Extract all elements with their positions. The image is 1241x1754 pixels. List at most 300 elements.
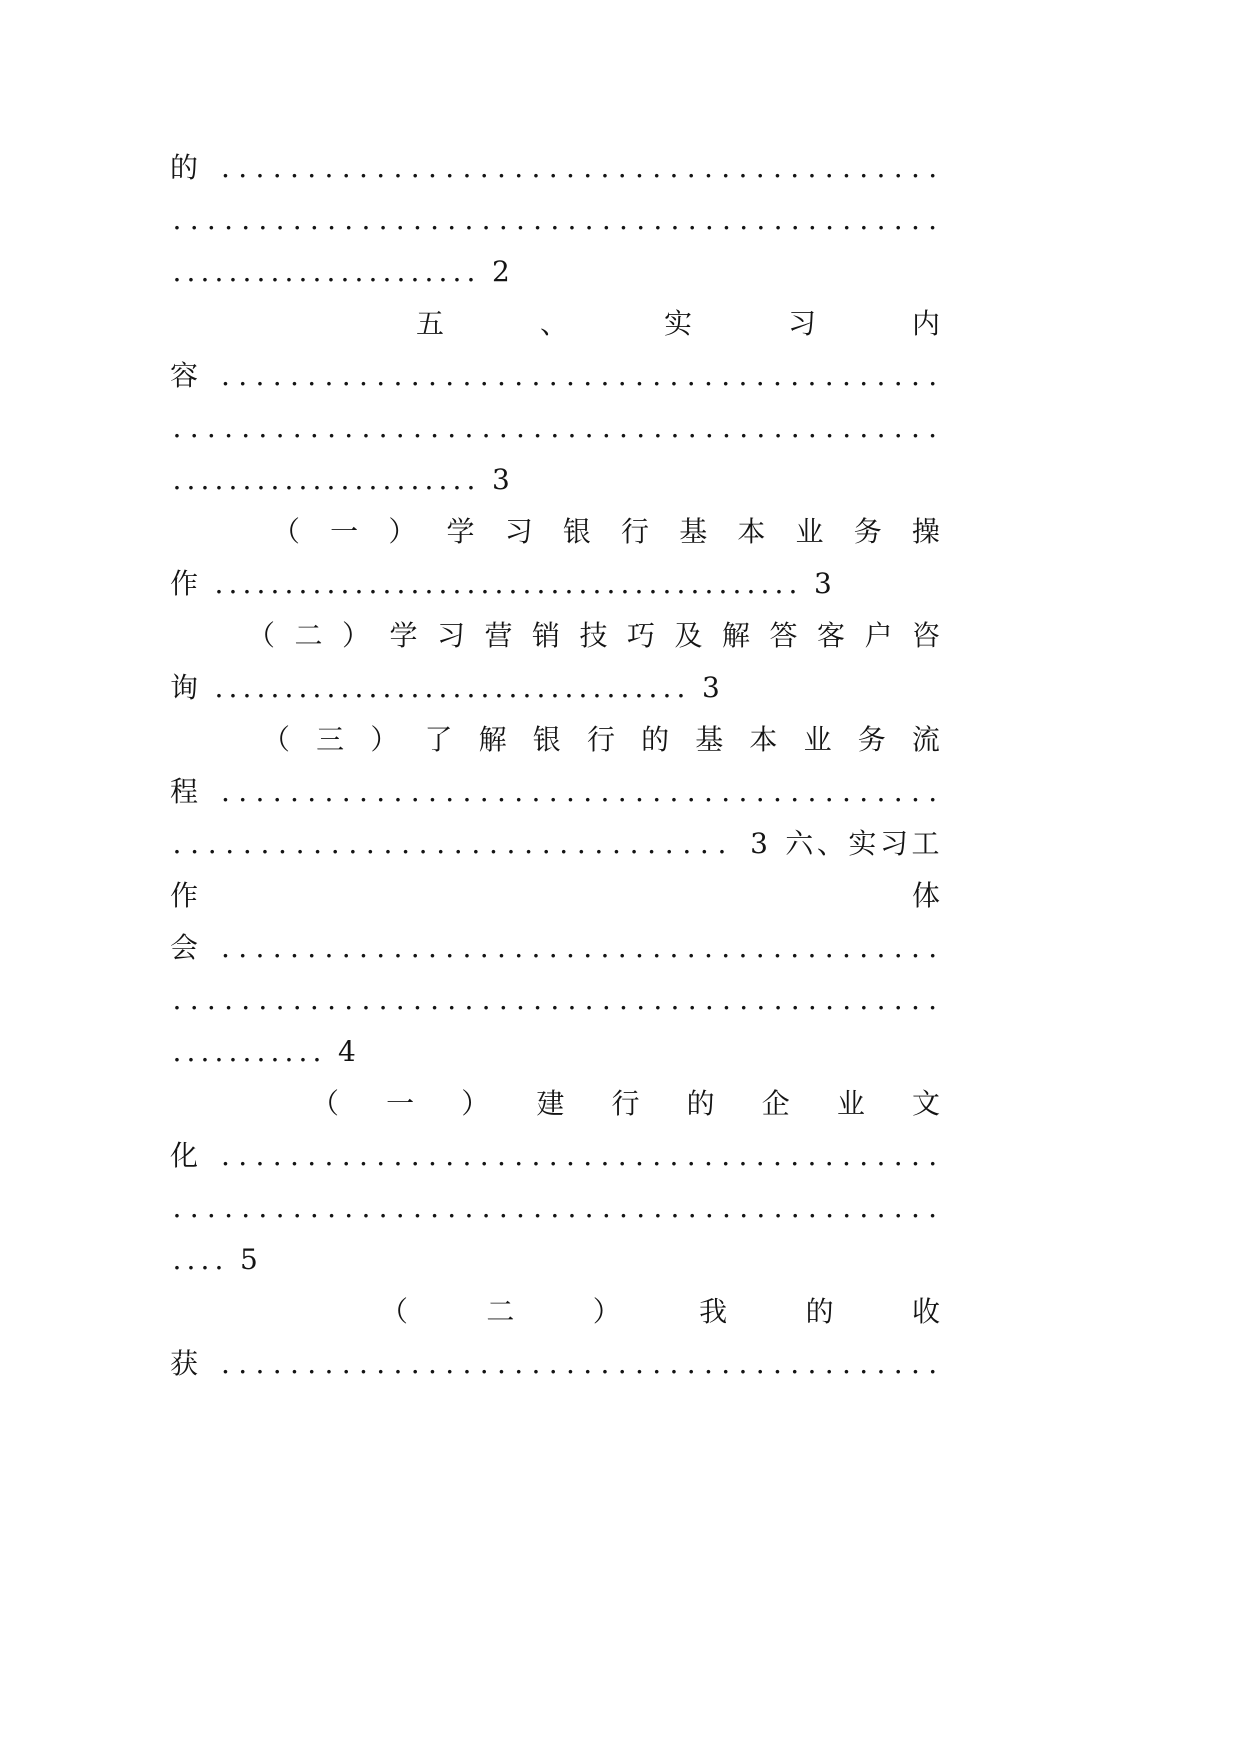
toc-glyph: . bbox=[612, 827, 621, 860]
toc-glyph: 习 bbox=[504, 515, 533, 548]
toc-glyph: . bbox=[531, 775, 541, 808]
toc-glyph: . bbox=[686, 1139, 696, 1172]
toc-glyph: . bbox=[290, 359, 299, 392]
toc-glyph: . bbox=[893, 411, 903, 444]
toc-glyph: . bbox=[396, 671, 406, 704]
toc-glyph: . bbox=[824, 151, 834, 184]
toc-glyph: . bbox=[755, 931, 765, 964]
toc-glyph: （ bbox=[380, 1295, 409, 1328]
toc-glyph: . bbox=[755, 1139, 765, 1172]
toc-glyph: . bbox=[842, 151, 851, 184]
toc-glyph: . bbox=[773, 1347, 782, 1380]
toc-glyph: . bbox=[790, 151, 800, 184]
toc-glyph: . bbox=[326, 671, 336, 704]
toc-glyph: . bbox=[652, 359, 662, 392]
toc-glyph: . bbox=[221, 931, 230, 964]
toc-glyph: . bbox=[270, 463, 280, 496]
toc-glyph: . bbox=[583, 931, 593, 964]
toc-glyph: . bbox=[876, 1139, 886, 1172]
toc-glyph: . bbox=[550, 567, 560, 600]
toc-glyph: . bbox=[238, 1347, 248, 1380]
toc-glyph: . bbox=[272, 1139, 282, 1172]
toc-glyph: ） bbox=[461, 1087, 490, 1120]
toc-glyph: . bbox=[662, 671, 672, 704]
toc-glyph: 银 bbox=[562, 515, 591, 548]
toc-glyph: . bbox=[224, 411, 233, 444]
toc-glyph: 解 bbox=[722, 619, 751, 652]
toc-glyph: . bbox=[514, 359, 524, 392]
toc-glyph: . bbox=[307, 1139, 317, 1172]
toc-glyph: . bbox=[704, 151, 713, 184]
toc-glyph: . bbox=[326, 255, 336, 288]
toc-glyph: . bbox=[825, 983, 834, 1016]
toc-glyph: . bbox=[514, 775, 524, 808]
toc-glyph: . bbox=[272, 359, 282, 392]
toc-glyph: . bbox=[910, 1191, 920, 1224]
toc-line-06 bbox=[170, 402, 940, 454]
toc-line-07 bbox=[170, 454, 940, 506]
toc-glyph: . bbox=[533, 983, 543, 1016]
toc-glyph: . bbox=[481, 411, 491, 444]
toc-glyph: . bbox=[600, 151, 610, 184]
toc-glyph: . bbox=[600, 931, 610, 964]
toc-glyph: . bbox=[480, 671, 490, 704]
toc-glyph: . bbox=[228, 671, 238, 704]
toc-glyph: . bbox=[376, 1139, 386, 1172]
toc-glyph: . bbox=[506, 827, 516, 860]
toc-line-12 bbox=[170, 714, 940, 766]
toc-glyph: . bbox=[876, 203, 886, 236]
toc-glyph: . bbox=[790, 1139, 800, 1172]
toc-glyph: . bbox=[676, 671, 686, 704]
toc-glyph: . bbox=[876, 1347, 886, 1380]
toc-glyph: . bbox=[186, 255, 196, 288]
toc-glyph: 化 bbox=[170, 1139, 199, 1172]
toc-glyph: . bbox=[410, 151, 420, 184]
toc-glyph: . bbox=[635, 1139, 644, 1172]
toc-glyph: . bbox=[341, 931, 351, 964]
toc-glyph: . bbox=[773, 931, 782, 964]
toc-glyph: . bbox=[309, 411, 319, 444]
toc-glyph: . bbox=[531, 151, 541, 184]
toc-glyph: . bbox=[704, 1191, 714, 1224]
toc-glyph: 、 bbox=[540, 307, 569, 340]
toc-glyph: . bbox=[498, 1191, 508, 1224]
toc-glyph: . bbox=[893, 359, 903, 392]
toc-glyph: . bbox=[464, 1191, 474, 1224]
toc-glyph: . bbox=[584, 411, 594, 444]
toc-glyph: . bbox=[548, 1347, 558, 1380]
toc-glyph: . bbox=[393, 775, 403, 808]
toc-glyph bbox=[324, 1026, 338, 1078]
toc-glyph: . bbox=[774, 567, 784, 600]
toc-glyph: . bbox=[514, 1347, 524, 1380]
toc-glyph: . bbox=[669, 1347, 679, 1380]
toc-glyph: . bbox=[790, 411, 800, 444]
toc-glyph: . bbox=[172, 983, 182, 1016]
toc-glyph: . bbox=[548, 1139, 558, 1172]
toc-glyph: . bbox=[893, 775, 903, 808]
toc-glyph: . bbox=[395, 1191, 405, 1224]
toc-glyph: 实 bbox=[664, 307, 693, 340]
toc-glyph: . bbox=[324, 775, 334, 808]
toc-glyph: . bbox=[686, 359, 696, 392]
toc-glyph: . bbox=[324, 359, 334, 392]
toc-glyph: . bbox=[341, 359, 351, 392]
toc-glyph: . bbox=[670, 1191, 680, 1224]
toc-line-20 bbox=[170, 1130, 940, 1182]
toc-glyph: . bbox=[738, 775, 748, 808]
toc-glyph: . bbox=[704, 203, 714, 236]
toc-glyph: . bbox=[326, 567, 336, 600]
toc-glyph: . bbox=[718, 567, 728, 600]
toc-glyph: . bbox=[359, 1347, 368, 1380]
toc-glyph: . bbox=[438, 567, 448, 600]
toc-glyph: . bbox=[876, 359, 886, 392]
toc-glyph: . bbox=[359, 1139, 368, 1172]
toc-glyph: . bbox=[344, 983, 354, 1016]
toc-glyph: . bbox=[418, 827, 428, 860]
toc-glyph: . bbox=[242, 1035, 252, 1068]
toc-glyph: . bbox=[842, 411, 852, 444]
toc-glyph: . bbox=[634, 671, 644, 704]
toc-glyph: . bbox=[238, 775, 248, 808]
toc-glyph: . bbox=[324, 1347, 334, 1380]
toc-glyph: ） bbox=[370, 723, 399, 756]
toc-glyph: 咨 bbox=[912, 619, 941, 652]
toc-glyph: . bbox=[566, 151, 575, 184]
toc-glyph: . bbox=[172, 1191, 182, 1224]
toc-glyph: . bbox=[481, 1191, 491, 1224]
toc-glyph: 营 bbox=[484, 619, 513, 652]
toc-glyph: . bbox=[206, 1191, 216, 1224]
toc-glyph: . bbox=[600, 1347, 610, 1380]
toc-glyph: . bbox=[298, 463, 308, 496]
toc-glyph: 解 bbox=[478, 723, 507, 756]
toc-glyph: 作 bbox=[170, 879, 199, 912]
toc-glyph: . bbox=[617, 1139, 627, 1172]
toc-glyph: . bbox=[686, 1347, 696, 1380]
toc-glyph: . bbox=[348, 827, 358, 860]
toc-glyph: . bbox=[189, 1191, 199, 1224]
toc-glyph: . bbox=[393, 151, 403, 184]
toc-glyph: . bbox=[807, 1347, 817, 1380]
toc-glyph: . bbox=[807, 983, 817, 1016]
toc-glyph: . bbox=[214, 255, 224, 288]
toc-glyph: . bbox=[255, 1347, 265, 1380]
toc-glyph: 行 bbox=[586, 723, 615, 756]
toc-glyph: . bbox=[635, 931, 644, 964]
toc-glyph: . bbox=[221, 151, 230, 184]
toc-glyph: . bbox=[214, 671, 224, 704]
toc-glyph: . bbox=[376, 775, 386, 808]
toc-glyph: . bbox=[682, 827, 692, 860]
toc-glyph: . bbox=[515, 203, 525, 236]
toc-glyph: . bbox=[172, 1035, 182, 1068]
toc-glyph: . bbox=[340, 671, 350, 704]
toc-glyph: . bbox=[911, 359, 920, 392]
toc-glyph: 销 bbox=[532, 619, 561, 652]
toc-glyph: 操 bbox=[911, 515, 940, 548]
toc-glyph: . bbox=[401, 827, 410, 860]
toc-glyph: . bbox=[550, 411, 560, 444]
toc-glyph: . bbox=[410, 1139, 420, 1172]
toc-glyph: . bbox=[255, 775, 265, 808]
toc-glyph: . bbox=[928, 983, 938, 1016]
toc-glyph: . bbox=[928, 203, 938, 236]
toc-glyph: . bbox=[330, 827, 340, 860]
toc-glyph: . bbox=[256, 255, 266, 288]
toc-glyph: 询 bbox=[170, 671, 199, 704]
toc-glyph: . bbox=[290, 775, 299, 808]
toc-glyph: . bbox=[498, 203, 508, 236]
toc-glyph: . bbox=[620, 671, 630, 704]
toc-glyph: . bbox=[412, 411, 422, 444]
toc-glyph: . bbox=[464, 203, 474, 236]
toc-glyph: . bbox=[497, 151, 506, 184]
toc-glyph: . bbox=[739, 983, 749, 1016]
toc-glyph: . bbox=[721, 359, 731, 392]
toc-glyph: . bbox=[206, 983, 216, 1016]
toc-glyph: . bbox=[382, 255, 392, 288]
toc-glyph: . bbox=[207, 827, 217, 860]
toc-glyph: . bbox=[619, 983, 628, 1016]
toc-glyph: . bbox=[893, 203, 903, 236]
toc-glyph: . bbox=[200, 463, 210, 496]
toc-glyph: 业 bbox=[795, 515, 824, 548]
toc-glyph: . bbox=[911, 775, 920, 808]
toc-glyph: . bbox=[172, 463, 182, 496]
toc-glyph: . bbox=[255, 359, 265, 392]
toc-glyph: . bbox=[278, 827, 287, 860]
toc-glyph: . bbox=[256, 463, 266, 496]
toc-glyph: . bbox=[393, 931, 403, 964]
toc-glyph: . bbox=[859, 203, 869, 236]
toc-glyph: . bbox=[341, 775, 351, 808]
toc-glyph: . bbox=[928, 411, 938, 444]
toc-line-05 bbox=[170, 350, 940, 402]
toc-glyph: . bbox=[704, 1139, 713, 1172]
toc-glyph: . bbox=[452, 671, 462, 704]
toc-glyph: . bbox=[910, 983, 920, 1016]
toc-glyph: . bbox=[344, 1191, 354, 1224]
toc-glyph: . bbox=[652, 151, 662, 184]
toc-glyph: . bbox=[773, 203, 783, 236]
toc-glyph: . bbox=[368, 463, 378, 496]
toc-glyph: . bbox=[911, 1347, 920, 1380]
toc-glyph: . bbox=[412, 983, 422, 1016]
toc-glyph: . bbox=[583, 775, 593, 808]
toc-glyph: . bbox=[430, 1191, 440, 1224]
toc-glyph: . bbox=[739, 1191, 749, 1224]
toc-glyph: 五 bbox=[416, 307, 445, 340]
toc-glyph: . bbox=[583, 151, 593, 184]
toc-glyph: . bbox=[312, 567, 322, 600]
toc-glyph: . bbox=[447, 203, 457, 236]
toc-glyph: . bbox=[578, 671, 588, 704]
toc-glyph: 务 bbox=[853, 515, 882, 548]
toc-line-16 bbox=[170, 922, 940, 974]
toc-glyph: . bbox=[284, 671, 294, 704]
toc-glyph: . bbox=[699, 827, 709, 860]
toc-glyph: . bbox=[669, 931, 679, 964]
toc-glyph: . bbox=[773, 1191, 783, 1224]
toc-glyph: . bbox=[928, 1139, 938, 1172]
toc-glyph: . bbox=[722, 1191, 731, 1224]
toc-glyph: . bbox=[687, 983, 697, 1016]
toc-glyph: 习 bbox=[879, 827, 908, 860]
toc-glyph bbox=[198, 558, 212, 610]
toc-glyph: . bbox=[514, 931, 524, 964]
toc-glyph: . bbox=[790, 775, 800, 808]
toc-glyph: . bbox=[307, 151, 317, 184]
toc-glyph: . bbox=[722, 411, 731, 444]
toc-glyph: . bbox=[653, 983, 663, 1016]
toc-glyph: . bbox=[200, 1243, 210, 1276]
toc-glyph: . bbox=[515, 411, 525, 444]
toc-glyph: . bbox=[378, 411, 388, 444]
toc-glyph: . bbox=[634, 567, 644, 600]
toc-glyph: . bbox=[566, 931, 575, 964]
toc-glyph: . bbox=[238, 359, 248, 392]
toc-glyph: . bbox=[298, 1035, 308, 1068]
toc-glyph: 内 bbox=[912, 307, 941, 340]
toc-glyph: . bbox=[722, 983, 731, 1016]
toc-glyph: . bbox=[524, 827, 534, 860]
toc-glyph: . bbox=[636, 411, 646, 444]
toc-glyph: . bbox=[275, 983, 285, 1016]
toc-glyph: . bbox=[686, 151, 696, 184]
toc-glyph: . bbox=[876, 931, 886, 964]
toc-glyph: . bbox=[327, 983, 336, 1016]
toc-glyph: . bbox=[825, 411, 834, 444]
toc-glyph: . bbox=[462, 151, 472, 184]
toc-glyph: . bbox=[378, 983, 388, 1016]
toc-glyph bbox=[688, 662, 702, 714]
toc-glyph: . bbox=[344, 411, 354, 444]
toc-glyph: . bbox=[755, 151, 765, 184]
toc-glyph: . bbox=[340, 463, 350, 496]
toc-glyph: . bbox=[290, 1347, 299, 1380]
toc-glyph: . bbox=[533, 411, 543, 444]
toc-glyph: . bbox=[359, 931, 368, 964]
toc-glyph: . bbox=[224, 1191, 233, 1224]
toc-glyph: . bbox=[617, 359, 627, 392]
toc-glyph: . bbox=[576, 827, 586, 860]
toc-glyph: . bbox=[298, 671, 308, 704]
toc-glyph: . bbox=[842, 983, 852, 1016]
toc-glyph: . bbox=[272, 931, 282, 964]
toc-glyph: . bbox=[189, 203, 199, 236]
toc-glyph: . bbox=[842, 1347, 851, 1380]
toc-glyph: 建 bbox=[536, 1087, 565, 1120]
toc-glyph: . bbox=[256, 671, 266, 704]
toc-line-11 bbox=[170, 662, 940, 714]
toc-glyph: 5 bbox=[240, 1243, 258, 1276]
toc-glyph: . bbox=[859, 1139, 869, 1172]
toc-glyph: . bbox=[755, 775, 765, 808]
toc-glyph: . bbox=[284, 463, 294, 496]
toc-glyph: . bbox=[189, 411, 199, 444]
toc-glyph: . bbox=[788, 567, 798, 600]
toc-glyph: . bbox=[341, 1347, 351, 1380]
toc-glyph: . bbox=[361, 411, 371, 444]
toc-glyph: . bbox=[189, 983, 199, 1016]
toc-glyph: 业 bbox=[803, 723, 832, 756]
toc-glyph: （ bbox=[272, 515, 301, 548]
toc-glyph: . bbox=[292, 203, 302, 236]
toc-glyph: . bbox=[636, 203, 646, 236]
toc-glyph: . bbox=[536, 567, 546, 600]
toc-glyph: . bbox=[717, 827, 727, 860]
toc-glyph: . bbox=[653, 1191, 663, 1224]
toc-glyph: . bbox=[893, 151, 903, 184]
toc-glyph: . bbox=[508, 671, 518, 704]
toc-glyph: . bbox=[515, 1191, 525, 1224]
toc-glyph: . bbox=[462, 775, 472, 808]
toc-glyph: 获 bbox=[170, 1347, 199, 1380]
toc-line-13 bbox=[170, 766, 940, 818]
toc-glyph: . bbox=[721, 1347, 731, 1380]
toc-glyph: . bbox=[354, 463, 364, 496]
toc-glyph: . bbox=[480, 567, 490, 600]
toc-glyph: . bbox=[704, 931, 713, 964]
toc-glyph: . bbox=[600, 775, 610, 808]
toc-glyph: . bbox=[424, 463, 434, 496]
toc-glyph: . bbox=[756, 983, 766, 1016]
toc-line-01 bbox=[170, 142, 940, 194]
toc-glyph: . bbox=[393, 359, 403, 392]
toc-glyph: . bbox=[807, 931, 817, 964]
toc-glyph: . bbox=[669, 151, 679, 184]
toc-glyph: . bbox=[824, 931, 834, 964]
toc-glyph: . bbox=[445, 931, 455, 964]
toc-glyph: . bbox=[275, 1191, 285, 1224]
toc-glyph: . bbox=[445, 359, 455, 392]
toc-glyph: . bbox=[238, 931, 248, 964]
toc-glyph: . bbox=[376, 931, 386, 964]
toc-glyph: . bbox=[583, 1347, 593, 1380]
toc-glyph: . bbox=[447, 411, 457, 444]
toc-glyph: . bbox=[859, 359, 869, 392]
toc-glyph: . bbox=[172, 255, 182, 288]
toc-line-24 bbox=[170, 1338, 940, 1390]
toc-glyph: 一 bbox=[330, 515, 359, 548]
toc-glyph: . bbox=[313, 827, 323, 860]
toc-glyph: . bbox=[312, 671, 322, 704]
toc-glyph: . bbox=[662, 567, 672, 600]
toc-glyph: 习 bbox=[437, 619, 466, 652]
toc-glyph: . bbox=[704, 983, 714, 1016]
toc-glyph: 行 bbox=[621, 515, 650, 548]
toc-glyph: . bbox=[893, 1139, 903, 1172]
toc-glyph: . bbox=[928, 931, 938, 964]
toc-glyph: 容 bbox=[170, 359, 199, 392]
toc-glyph: . bbox=[256, 1035, 266, 1068]
toc-glyph: . bbox=[566, 359, 575, 392]
toc-glyph: . bbox=[635, 1347, 644, 1380]
toc-glyph: . bbox=[687, 1191, 697, 1224]
toc-glyph: . bbox=[382, 567, 392, 600]
toc-glyph: . bbox=[807, 203, 817, 236]
toc-glyph: . bbox=[479, 359, 489, 392]
toc-glyph: . bbox=[242, 671, 252, 704]
toc-glyph: . bbox=[447, 1191, 457, 1224]
toc-glyph: . bbox=[481, 983, 491, 1016]
toc-glyph: . bbox=[690, 567, 700, 600]
toc-glyph: . bbox=[228, 1035, 238, 1068]
toc-glyph: . bbox=[600, 359, 610, 392]
